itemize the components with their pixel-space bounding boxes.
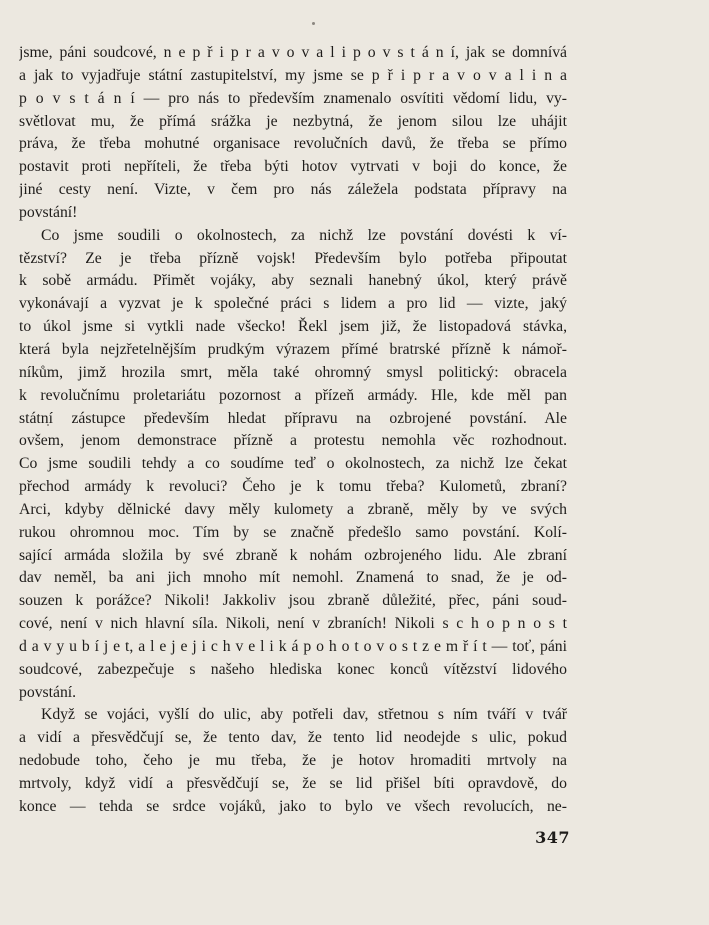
paragraph-3 xyxy=(19,704,567,818)
text-line: níkům, jimž hrozila smrt, měla také ohromný smysl politický: obracela xyxy=(19,363,567,381)
text-line: mrtvoly, když vidí a přesvědčují se, že se lid přišel bíti opravdově, do xyxy=(19,775,567,792)
text-line: práva, že třeba mohutné organisace revolučních davů, že třeba se přímo xyxy=(19,135,567,153)
text-line: jiné cesty není. Vizte, v čem pro nás záležela podstata přípravy na xyxy=(19,181,567,199)
text-line: státní zástupce především hledat přípravu na ozbrojené povstání. Ale xyxy=(19,409,567,427)
text-line: Když se vojáci, vyšlí do ulic, aby potřeli dav, střetnou s ním tváří v tvář xyxy=(41,706,567,724)
paragraph-2 xyxy=(19,225,567,705)
text-line: vykonávají a vyzvat je k společné práci s lidem a pro lid — vizte, jaký xyxy=(19,295,567,313)
page-number: 347 xyxy=(535,828,570,847)
text-line: to úkol jsme si vytkli nade všecko! Řekl jsem již, že listopadová stávka, xyxy=(19,318,567,336)
text-line: nedobude toho, čeho je mu třeba, že je hotov hromaditi mrtvoly na xyxy=(19,752,567,770)
text-line: rukou ohromnou moc. Tím by se značně předešlo samo povstání. Kolí- xyxy=(19,523,567,541)
text-line: povstání. xyxy=(19,683,77,701)
text-line: postavit proti nepříteli, že třeba býti hotov vytrvati v boji do konce, že xyxy=(19,158,567,176)
body-text xyxy=(19,42,567,819)
text-line: světlovat mu, že přímá srážka je nezbytná, že jenom silou lze uhájit xyxy=(19,112,567,130)
text-line: soudcové, zabezpečuje s našeho hlediska konec konců vítězství lidového xyxy=(19,660,567,678)
text-line: konce — tehda se srdce vojáků, jako to bylo ve všech revolucích, ne- xyxy=(19,797,567,815)
text-line: sající armáda složila by své zbraně k nohám ozbrojeného lidu. Ale zbraní xyxy=(19,546,567,564)
text-line: souzen k porážce? Nikoli! Jakkoliv jsou zbraně důležité, přec, páni soud- xyxy=(19,592,567,610)
text-line: p o v s t á n í — pro nás to především znamenalo osvítiti vědomí lidu, vy- xyxy=(19,89,567,107)
text-line: dav neměl, ba ani jich mnoho mít nemohl. Znamená to snad, že je od- xyxy=(19,569,567,587)
text-line: a jak to vyjadřuje státní zastupitelství, my jsme se p ř i p r a v o v a l i n a xyxy=(19,66,567,84)
text-line: a vidí a přesvědčují se, že tento dav, že tento lid neodejde s ulic, pokud xyxy=(19,729,567,747)
print-speck xyxy=(312,22,315,25)
text-line: povstání! xyxy=(19,203,78,221)
paragraph-1 xyxy=(19,42,567,225)
text-line: k sobě armádu. Přimět vojáky, aby seznali hanebný úkol, který právě xyxy=(19,272,567,290)
text-line: která byla nejzřetelnějším prudkým výrazem přímé bratrské přízně k námoř- xyxy=(19,340,567,358)
text-line: k revolučnímu proletariátu pozornost a přízeň armády. Hle, kde měl pan xyxy=(19,386,567,404)
text-line: tězství? Ze je třeba přízně vojsk! Především bylo potřeba připoutat xyxy=(19,249,567,267)
text-line: Co jsme soudili o okolnostech, za nichž lze povstání dovésti k ví- xyxy=(41,226,567,244)
text-line: cové, není v nich hlavní síla. Nikoli, není v zbraních! Nikoli s c h o p n o s t xyxy=(19,615,567,633)
text-line: Arci, kdyby dělnické davy měly kulomety a zbraně, měly by ve svých xyxy=(19,500,567,518)
text-line: ovšem, jenom demonstrace přízně a protestu nemohla věc rozhodnout. xyxy=(19,432,567,450)
text-line: přechod armády k revoluci? Čeho je k tomu třeba? Kulometů, zbraní? xyxy=(19,478,567,496)
text-line: d a v y u b í j e t, a l e j e j i c h v e l i k á p o h o t o v o s t z e m ř í t — toť, páni xyxy=(19,637,567,655)
text-line: Co jsme soudili tehdy a co soudíme teď o okolnostech, za nichž lze čekat xyxy=(19,455,567,473)
text-line: jsme, páni soudcové, n e p ř i p r a v o v a l i p o v s t á n í, jak se domnívá xyxy=(19,44,567,61)
